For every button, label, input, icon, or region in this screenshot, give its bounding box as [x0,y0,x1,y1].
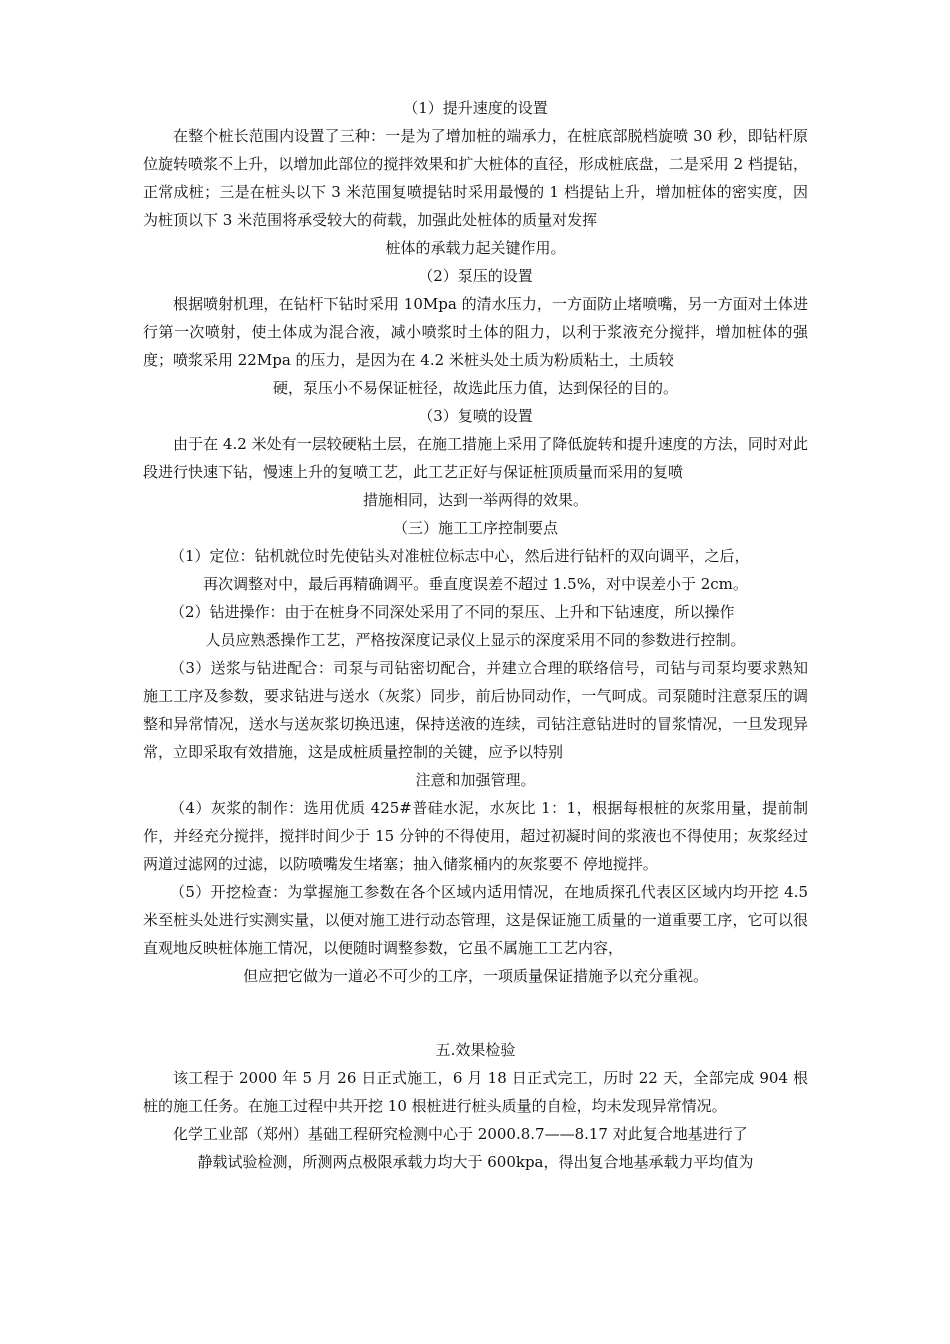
paragraph-lift-speed: 在整个桩长范围内设置了三种：一是为了增加桩的端承力，在桩底部脱档旋喷 30 秒，即钻杆原位旋转喷浆不上升，以增加此部位的搅拌效果和扩大桩体的直径，形成桩底盘，二是采用 2 档提钻，正常成桩；三是在桩头以下 3 米范围复喷提钻时采用最慢的 1 档提钻上升，增加桩体的密实度，因为桩顶以下 3 米范围将承受较大的荷载，加强此处桩体的质量对发挥 [143,127,808,229]
paragraph-grout-preparation: （4）灰浆的制作：选用优质 425#普硅水泥，水灰比 1：1，根据每根桩的灰浆用量，提前制作，并经充分搅拌，搅拌时间少于 15 分钟的不得使用，超过初凝时间的浆液也不得使用；灰浆经过两道过滤网的过滤，以防喷嘴发生堵塞；抽入储浆桶内的灰浆要不 停地搅拌。 [143,799,808,873]
subheading-pump-pressure: （2）泵压的设置 [418,267,533,285]
paragraph-pump-pressure: 根据喷射机理，在钻杆下钻时采用 10Mpa 的清水压力，一方面防止堵喷嘴，另一方面对土体进行第一次喷射，使土体成为混合液，减小喷浆时土体的阻力，以利于浆液充分搅拌，增加桩体的强度；喷浆采用 22Mpa 的压力，是因为在 4.2 米桩头处土质为粉质粘土，土质较 [143,295,808,369]
paragraph-grout-feed-end: 注意和加强管理。 [415,771,536,789]
paragraph-drilling-end: 人员应熟悉操作工艺，严格按深度记录仪上显示的深度采用不同的参数进行控制。 [205,631,746,649]
paragraph-grout-feed: （3）送浆与钻进配合：司泵与司钻密切配合，并建立合理的联络信号，司钻与司泵均要求熟知施工工序及参数，要求钻进与送水（灰浆）同步，前后协同动作，一气呵成。司泵随时注意泵压的调整和异常情况，送水与送灰浆切换迅速，保持送液的连续，司钻注意钻进时的冒浆情况，一旦发现异常，立即采取有效措施，这是成桩质量控制的关键，应予以特别 [143,659,808,761]
paragraph-re-spray: 由于在 4.2 米处有一层较硬粘土层，在施工措施上采用了降低旋转和提升速度的方法，同时对此段进行快速下钻，慢速上升的复喷工艺，此工艺正好与保证桩顶质量而采用的复喷 [143,435,808,481]
document-body [143,94,808,1176]
subheading-lift-speed: （1）提升速度的设置 [403,99,548,117]
paragraph-excavation-check: （5）开挖检查：为掌握施工参数在各个区域内适用情况，在地质探孔代表区区域内均开挖 4.5 米至桩头处进行实测实量，以便对施工进行动态管理，这是保证施工质量的一道重要工序，它可以很直观地反映桩体施工情况，以便随时调整参数，它虽不属施工工艺内容， [143,883,808,957]
paragraph-drilling: （2）钻进操作：由于在桩身不同深处采用了不同的泵压、上升和下钻速度，所以操作 [170,603,735,621]
paragraph-positioning: （1）定位：钻机就位时先使钻头对准桩位标志中心，然后进行钻杆的双向调平，之后， [170,547,750,565]
section-heading-effect-test: 五.效果检验 [435,1041,516,1059]
section-heading-process-control: （三）施工工序控制要点 [392,519,558,537]
paragraph-pump-pressure-end: 硬，泵压小不易保证桩径，故选此压力值，达到保径的目的。 [272,379,678,397]
paragraph-re-spray-end: 措施相同，达到一举两得的效果。 [362,491,588,509]
subheading-re-spray: （3）复喷的设置 [418,407,533,425]
paragraph-lift-speed-end: 桩体的承载力起关键作用。 [385,239,566,257]
paragraph-load-test-end: 静载试验检测，所测两点极限承载力均大于 600kpa，得出复合地基承载力平均值为 [197,1153,754,1171]
section-spacer [143,990,808,1036]
paragraph-load-test: 化学工业部（郑州）基础工程研究检测中心于 2000.8.7——8.17 对此复合地基进行了 [173,1125,748,1143]
paragraph-construction-summary: 该工程于 2000 年 5 月 26 日正式施工，6 月 18 日正式完工，历时 22 天，全部完成 904 根桩的施工任务。在施工过程中共开挖 10 根桩进行桩头质量的自检，均未发现异常情况。 [143,1069,808,1115]
paragraph-excavation-check-end: 但应把它做为一道必不可少的工序，一项质量保证措施予以充分重视。 [242,967,708,985]
paragraph-positioning-end: 再次调整对中，最后再精确调平。垂直度误差不超过 1.5%，对中误差小于 2cm。 [203,575,748,593]
